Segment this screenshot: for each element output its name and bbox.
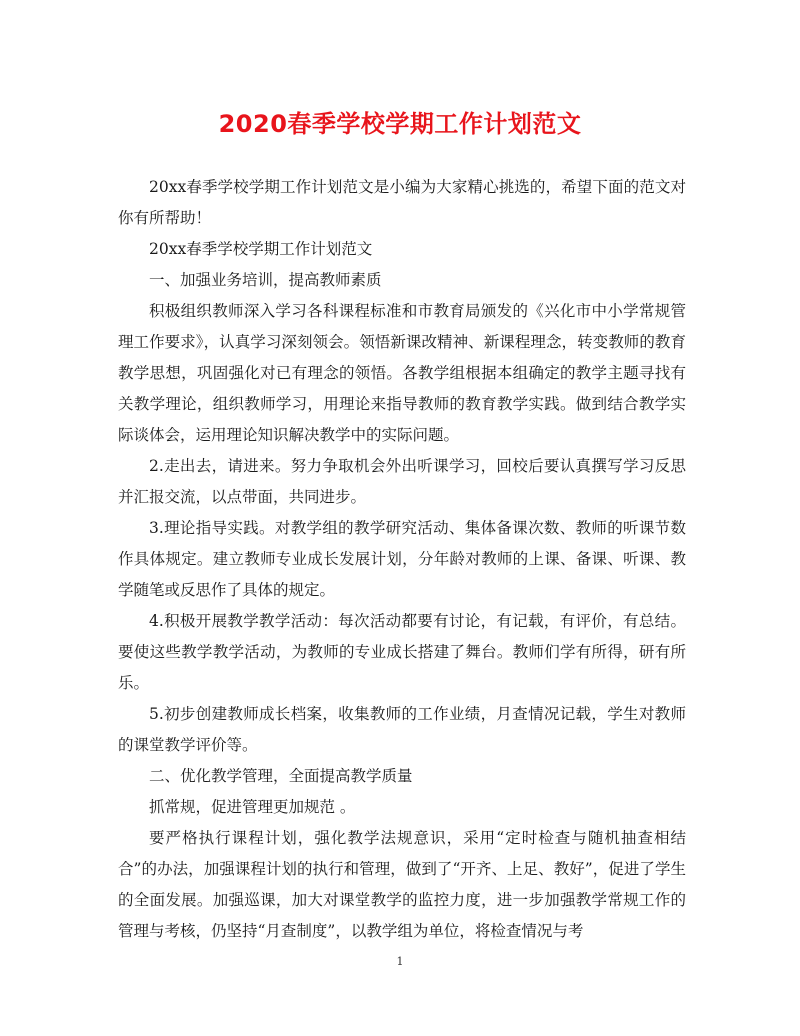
document-body xyxy=(118,172,686,947)
list-item-3: 3.理论指导实践。对教学组的教学研究活动、集体备课次数、教师的听课节数作具体规定。建立教师专业成长发展计划，分年龄对教师的上课、备课、听课、教学随笔或反思作了具体的规定。 xyxy=(118,519,686,599)
document-title: 2020春季学校学期工作计划范文 xyxy=(218,110,582,138)
page-number: 1 xyxy=(396,955,404,968)
section-heading-2: 二、优化教学管理，全面提高教学质量 xyxy=(149,767,413,785)
body-paragraph: 积极组织教师深入学习各科课程标准和市教育局颁发的《兴化市中小学常规管理工作要求》，认真学习深刻领会。领悟新课改精神、新课程理念，转变教师的教育教学思想，巩固强化对已有理念的领悟。各教学组根据本组确定的教学主题寻找有关教学理论，组织教师学习，用理论来指导教师的教育教学实践。做到结合教学实际谈体会，运用理论知识解决教学中的实际问题。 xyxy=(118,302,686,444)
list-item-5: 5.初步创建教师成长档案，收集教师的工作业绩，月查情况记载，学生对教师的课堂教学评价等。 xyxy=(118,705,686,754)
subheading-paragraph: 抓常规，促进管理更加规范 。 xyxy=(149,798,356,816)
subtitle-paragraph: 20xx春季学校学期工作计划范文 xyxy=(149,240,373,258)
section-heading-1: 一、加强业务培训，提高教师素质 xyxy=(149,271,382,289)
list-item-2: 2.走出去，请进来。努力争取机会外出听课学习，回校后要认真撰写学习反思并汇报交流，以点带面，共同进步。 xyxy=(118,457,686,506)
body-paragraph: 要严格执行课程计划，强化教学法规意识，采用“定时检查与随机抽查相结合”的办法，加强课程计划的执行和管理，做到了“开齐、上足、教好”，促进了学生的全面发展。加强巡课，加大对课堂教学的监控力度，进一步加强教学常规工作的管理与考核，仍坚持“月查制度”，以教学组为单位，将检查情况与考 xyxy=(118,829,686,940)
intro-paragraph: 20xx春季学校学期工作计划范文是小编为大家精心挑选的，希望下面的范文对你有所帮助！ xyxy=(118,178,686,227)
list-item-4: 4.积极开展教学教学活动：每次活动都要有讨论，有记载，有评价，有总结。要使这些教学教学活动，为教师的专业成长搭建了舞台。教师们学有所得，研有所乐。 xyxy=(118,612,686,692)
